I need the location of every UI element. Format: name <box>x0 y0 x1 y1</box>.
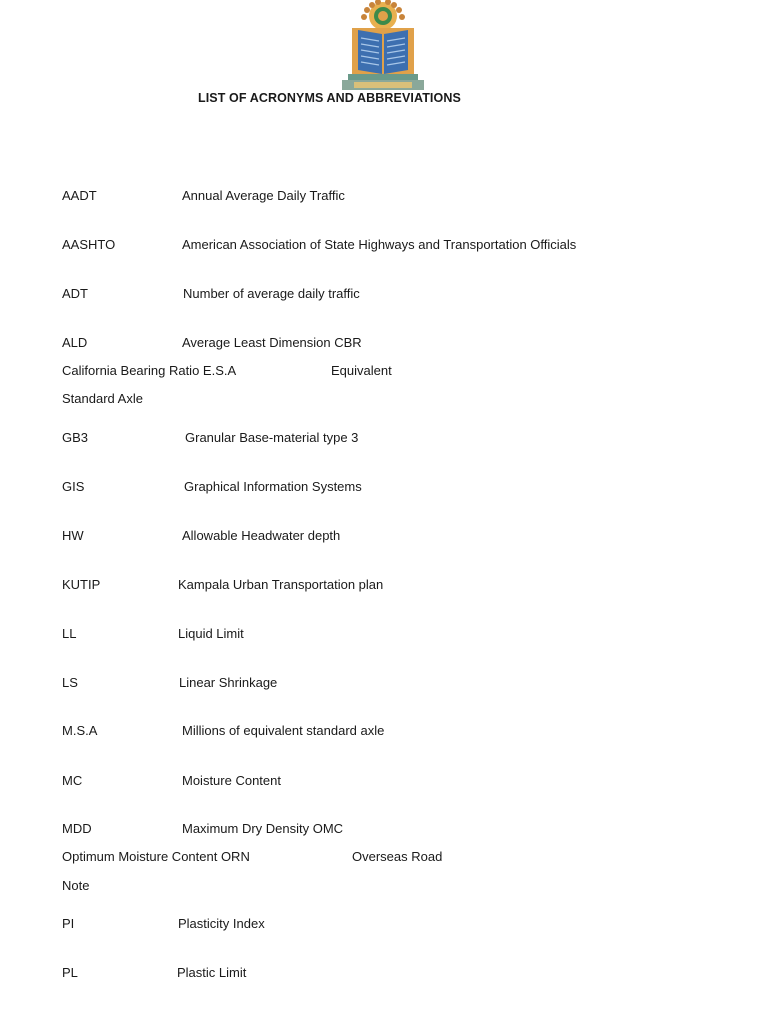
wrapped-text-line: Note <box>62 878 90 893</box>
wrapped-text-line: Equivalent <box>331 363 392 378</box>
acronym: GIS <box>62 479 85 494</box>
acronym: MDD <box>62 821 92 836</box>
acronym-definition: Plastic Limit <box>177 965 247 980</box>
acronym: M.S.A <box>62 723 98 738</box>
acronym: LS <box>62 675 78 690</box>
wrapped-text-line: California Bearing Ratio E.S.A <box>62 363 237 378</box>
wrapped-text-line: Overseas Road <box>352 849 443 864</box>
acronym-definition: Kampala Urban Transportation plan <box>178 577 384 592</box>
acronym: AASHTO <box>62 237 116 252</box>
open-book-crest-logo <box>334 0 432 92</box>
acronym: MC <box>62 773 83 788</box>
acronym-definition: Millions of equivalent standard axle <box>182 723 385 738</box>
acronym-definition: Graphical Information Systems <box>184 479 362 494</box>
acronym: PL <box>62 965 78 980</box>
acronym-definition: Plasticity Index <box>178 916 265 931</box>
acronym: ADT <box>62 286 88 301</box>
acronym-definition: Average Least Dimension CBR <box>182 335 362 350</box>
wrapped-text-line: Optimum Moisture Content ORN <box>62 849 250 864</box>
acronym-definition: American Association of State Highways and Transportation Officials <box>182 237 577 252</box>
acronym-definition: Granular Base-material type 3 <box>185 430 359 445</box>
acronym-definition: Maximum Dry Density OMC <box>182 821 344 836</box>
acronym-definition: Number of average daily traffic <box>183 286 360 301</box>
wrapped-text-line: Standard Axle <box>62 391 143 406</box>
acronym: GB3 <box>62 430 89 445</box>
acronym: ALD <box>62 335 88 350</box>
acronym: KUTIP <box>62 577 101 592</box>
acronym-definition: Allowable Headwater depth <box>182 528 341 543</box>
acronym: HW <box>62 528 84 543</box>
acronym: PI <box>62 916 75 931</box>
crest-sunburst-icon <box>361 0 405 30</box>
acronym-definition: Linear Shrinkage <box>179 675 278 690</box>
acronym-definition: Moisture Content <box>182 773 281 788</box>
acronym: LL <box>62 626 77 641</box>
acronym-definition: Annual Average Daily Traffic <box>182 188 345 203</box>
acronym: AADT <box>62 188 97 203</box>
acronym-definition: Liquid Limit <box>178 626 244 641</box>
page-title: LIST OF ACRONYMS AND ABBREVIATIONS <box>198 91 461 105</box>
